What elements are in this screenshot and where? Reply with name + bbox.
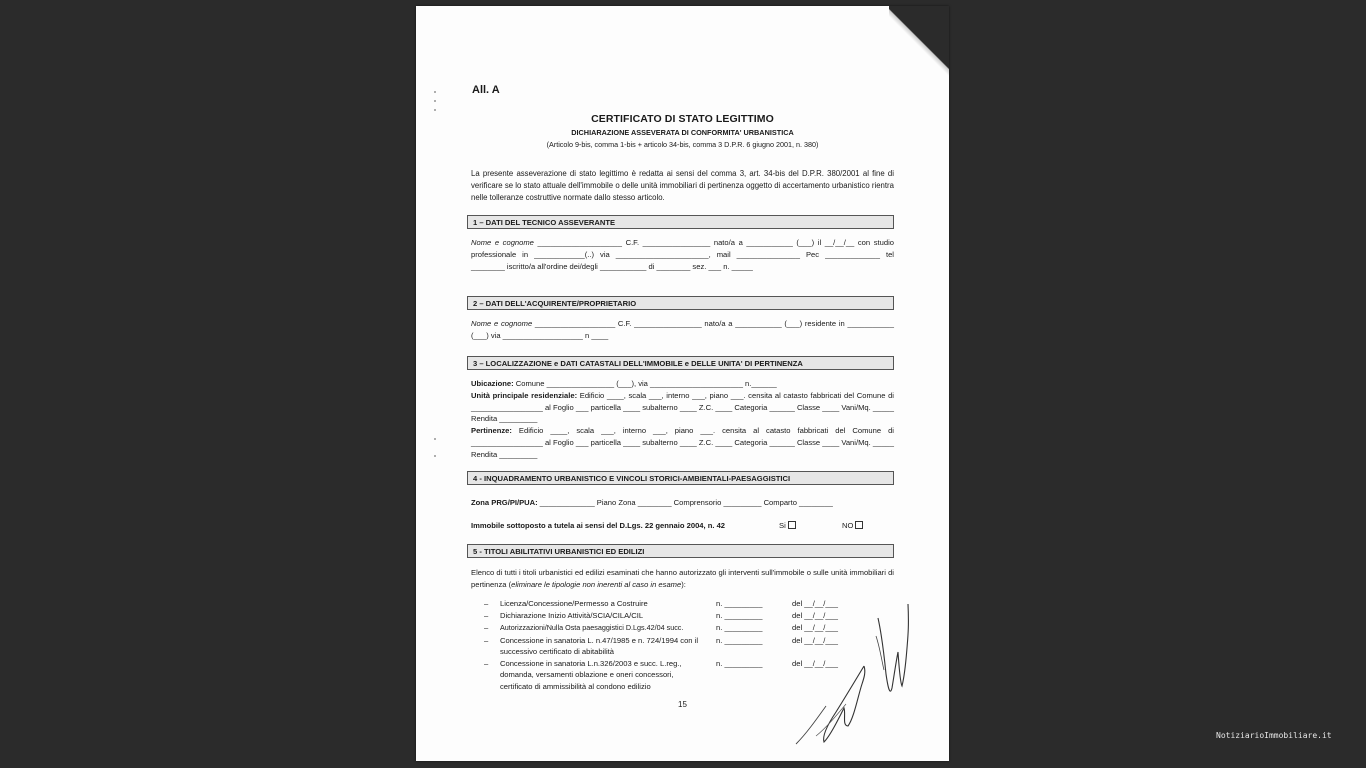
list-item-date: del __/__/___ (792, 599, 839, 608)
document-page (416, 6, 949, 761)
list-item-date: del __/__/___ (792, 636, 839, 645)
list-dash: – (484, 636, 489, 645)
unita-principale-block (471, 390, 894, 425)
unita-principale-fields: Edificio ____, scala ___, interno ___, piano ___. censita al catasto fabbricati del Comune di _________________ al Foglio ___ particella ____ subalterno ____ Z.C. ____ Categoria ______ Classe ____ Vani/Mq. _____ Rendita _________ (471, 390, 894, 424)
section-2-body (471, 318, 894, 342)
list-item-number: n. _________ (716, 623, 763, 632)
section-5-heading: 5 - TITOLI ABILITATIVI URBANISTICI ED EDILIZI (467, 544, 894, 558)
folded-corner (889, 6, 949, 76)
pertinenze-label: Pertinenze: (471, 426, 512, 436)
section-5-intro-end: ): (681, 579, 686, 589)
section-1-heading: 1 – DATI DEL TECNICO ASSEVERANTE (467, 215, 894, 229)
section-4-heading: 4 - INQUADRAMENTO URBANISTICO E VINCOLI STORICI-AMBIENTALI-PAESAGGISTICI (467, 471, 894, 485)
ubicazione-fields: Comune ________________ (___), via ______________________ n.______ (515, 379, 777, 388)
document-reference: (Articolo 9-bis, comma 1-bis + articolo 34-bis, comma 3 D.P.R. 6 giugno 2001, n. 380) (546, 140, 819, 149)
list-dash: – (484, 611, 489, 620)
list-item-text: Concessione in sanatoria L.n.326/2003 e succ. L.reg., domanda, versamenti oblazione e oneri concessori, certificato di ammissibilità al condono edilizio (500, 659, 682, 691)
list-item-number: n. _________ (716, 599, 763, 608)
intro-paragraph: La presente asseverazione di stato legittimo è redatta ai sensi del comma 3, art. 34-bis del D.P.R. 380/2001 al fine di verificare se lo stato attuale dell'immobile o delle unità immobiliari di pertinenza oggetto di accertamento urbanistico rientra nelle tolleranze costruttive normate dallo stesso articolo. (471, 169, 894, 202)
section-1-body (471, 237, 894, 272)
section-3-heading: 3 – LOCALIZZAZIONE e DATI CATASTALI DELL'IMMOBILE e DELLE UNITA' DI PERTINENZA (467, 356, 894, 370)
list-dash: – (484, 599, 489, 608)
list-item-text: Dichiarazione Inizio Attività/SCIA/CILA/CIL (500, 611, 644, 620)
list-dash: – (484, 623, 489, 632)
pertinenze-block (471, 425, 894, 460)
list-item-date: del __/__/___ (792, 659, 839, 668)
list-item-number: n. _________ (716, 636, 763, 645)
document-subtitle: DICHIARAZIONE ASSEVERATA DI CONFORMITA' URBANISTICA (571, 128, 794, 137)
si-label: Si (779, 521, 786, 530)
section-1-name-label: Nome e cognome (471, 238, 534, 247)
list-item-number: n. _________ (716, 611, 763, 620)
zona-label: Zona PRG/PI/PUA: (471, 498, 538, 507)
watermark: NotiziarioImmobiliare.it (1216, 731, 1332, 740)
annex-label: All. A (472, 84, 500, 96)
section-2-name-label: Nome e cognome (471, 319, 533, 328)
tutela-si-option[interactable] (779, 520, 796, 532)
tutela-no-option[interactable] (842, 520, 863, 532)
section-3-body (471, 378, 894, 461)
section-1-fields: ____________________ C.F. ________________ nato/a a ___________ (___) il __/__/__ con studio professionale in ____________(..) via ______________________, mail _______________ Pec _____________ tel ________ iscritto/a all'ordine dei/degli ___________ di ________ sez. ___ n. _____ (471, 238, 894, 271)
section-5-intro-start: Elenco di tutti i titoli urbanistici ed edilizi esaminati che hanno autorizzato gli interventi sull'immobile o sulle unità immobiliari di pertinenza ( (471, 568, 894, 589)
handwritten-signature (786, 596, 916, 756)
no-label: NO (842, 521, 854, 530)
zona-fields: _____________ Piano Zona ________ Comprensorio _________ Comparto ________ (539, 498, 833, 507)
ubicazione-label: Ubicazione: (471, 379, 514, 388)
list-item-text: Autorizzazioni/Nulla Osta paesaggistici D.Lgs.42/04 succ. (500, 623, 684, 632)
page-number: 15 (678, 700, 687, 709)
section-5-intro (471, 567, 894, 591)
list-item-date: del __/__/___ (792, 611, 839, 620)
list-dash: – (484, 659, 489, 668)
tutela-label: Immobile sottoposto a tutela ai sensi del D.Lgs. 22 gennaio 2004, n. 42 (471, 521, 726, 530)
section-2-heading: 2 – DATI DELL'ACQUIRENTE/PROPRIETARIO (467, 296, 894, 310)
tutela-line (471, 520, 894, 532)
ubicazione-line (471, 378, 894, 390)
document-header (416, 113, 949, 149)
list-item-text: Concessione in sanatoria L. n.47/1985 e n. 724/1994 con il successivo certificato di abitabilità (500, 636, 699, 657)
unita-principale-label: Unità principale residenziale: (471, 390, 578, 400)
list-item-text: Licenza/Concessione/Permesso a Costruire (500, 599, 648, 608)
zona-line (471, 497, 894, 509)
list-item-date: del __/__/___ (792, 623, 839, 632)
no-checkbox[interactable] (855, 521, 863, 529)
list-item-number: n. _________ (716, 659, 763, 668)
pertinenze-fields: Edificio ____, scala ___, interno ___, piano ___. censita al catasto fabbricati del Comune di _________________ al Foglio ___ particella ____ subalterno ____ Z.C. ____ Categoria ______ Classe ____ Vani/Mq. _____ Rendita _________ (471, 426, 894, 459)
si-checkbox[interactable] (788, 521, 796, 529)
section-5-intro-note: eliminare le tipologie non inerenti al caso in esame (511, 579, 682, 589)
document-title: CERTIFICATO DI STATO LEGITTIMO (591, 113, 774, 125)
section-2-fields: ___________________ C.F. ________________ nato/a a ___________ (___) residente in ___________ (___) via ___________________ n ____ (471, 319, 894, 340)
